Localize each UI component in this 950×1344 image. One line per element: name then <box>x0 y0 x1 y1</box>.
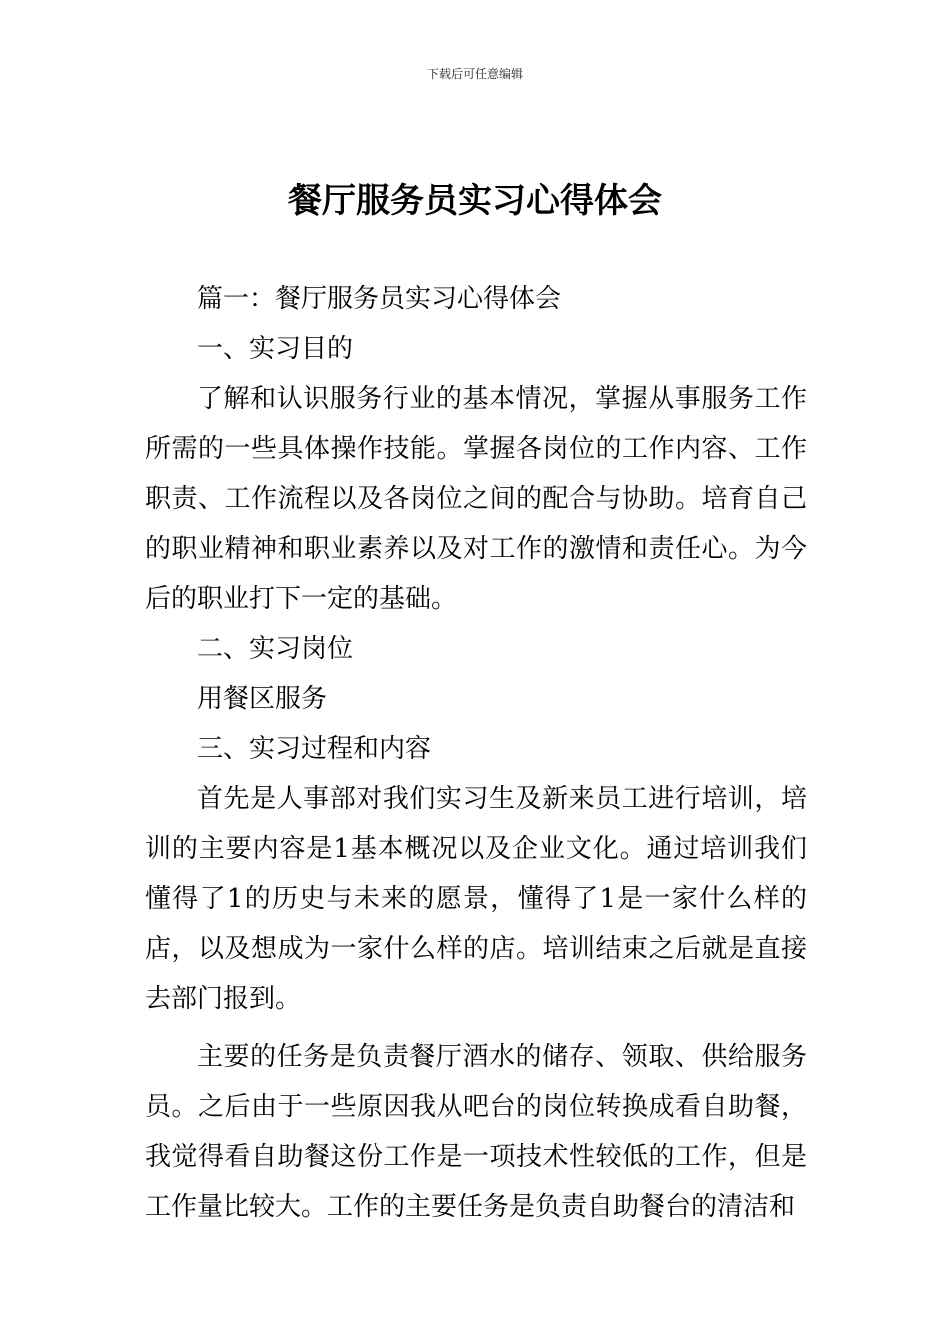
section-heading-process: 三、实习过程和内容 <box>197 734 432 764</box>
paragraph-tasks: 主要的任务是负责餐厅酒水的储存、领取、供给服务员。之后由于一些原因我从吧台的岗位转换成看自助餐，我觉得看自助餐这份工作是一项技术性较低的工作，但是工作量比较大。工作的主要任务是负责自助餐台的清洁和 <box>145 1042 807 1222</box>
section-heading-purpose: 一、实习目的 <box>197 334 354 364</box>
paragraph-training: 首先是人事部对我们实习生及新来员工进行培训，培训的主要内容是1基本概况以及企业文化。通过培训我们懂得了1的历史与未来的愿景，懂得了1是一家什么样的店，以及想成为一家什么样的店。培训结束之后就是直接去部门报到。 <box>145 784 807 1014</box>
header-note: 下载后可任意编辑 <box>426 67 523 81</box>
paragraph-position: 用餐区服务 <box>197 684 328 714</box>
paragraph-purpose: 了解和认识服务行业的基本情况，掌握从事服务工作所需的一些具体操作技能。掌握各岗位的工作内容、工作职责、工作流程以及各岗位之间的配合与协助。培育自己的职业精神和职业素养以及对工作的激情和责任心。为今后的职业打下一定的基础。 <box>145 384 807 614</box>
section-heading-part-one: 篇一：餐厅服务员实习心得体会 <box>197 284 562 314</box>
section-heading-position: 二、实习岗位 <box>197 634 354 664</box>
document-title: 餐厅服务员实习心得体会 <box>288 181 662 221</box>
document-body <box>145 274 807 1232</box>
